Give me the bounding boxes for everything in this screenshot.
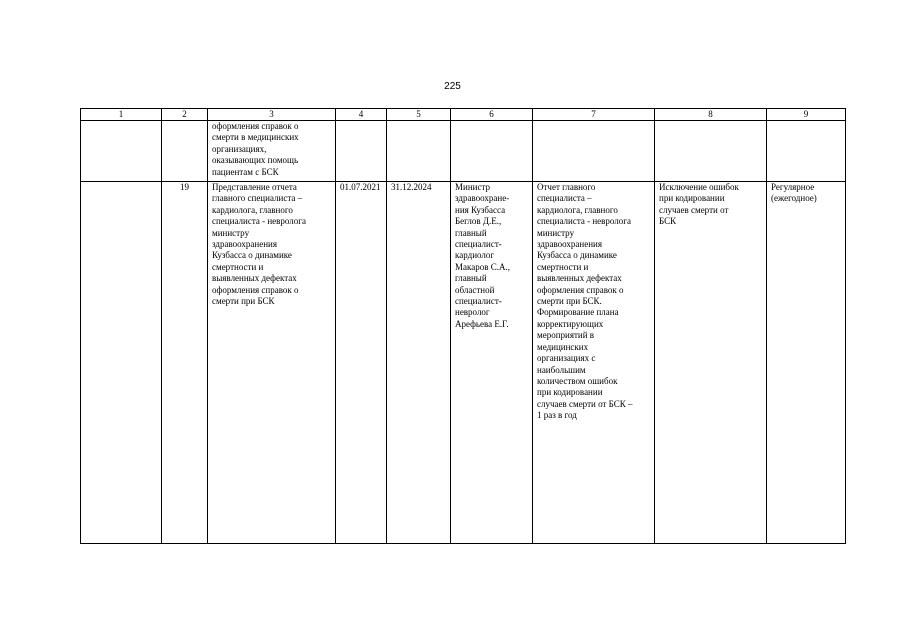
cell-col-1 <box>81 182 162 544</box>
document-table <box>80 108 846 544</box>
cell-col-8 <box>655 121 767 182</box>
cell-col-7 <box>533 121 655 182</box>
header-cell-4: 4 <box>336 109 387 121</box>
cell-frequency: Регулярное (ежегодное) <box>767 182 846 544</box>
page-number: 225 <box>444 81 461 92</box>
cell-start-date: 01.07.2021 <box>336 182 387 544</box>
cell-col-9 <box>767 121 846 182</box>
header-cell-9: 9 <box>767 109 846 121</box>
table-header-row <box>81 109 846 121</box>
header-cell-8: 8 <box>655 109 767 121</box>
header-cell-2: 2 <box>162 109 208 121</box>
cell-responsible: Министр здравоохране- ния Кузбасса Беглов Д.Е., главный специалист- кардиолог Макаров С.А., главный областной специалист- невролог Арефьева Е.Г. <box>451 182 533 544</box>
cell-col-5 <box>387 121 451 182</box>
cell-activity-name: Представление отчета главного специалиста – кардиолога, главного специалиста - невролога министру здравоохранения Кузбасса о динамике смертности и выявленных дефектах оформления справок о смерти при БСК <box>208 182 336 544</box>
header-cell-1: 1 <box>81 109 162 121</box>
cell-result-description: Отчет главного специалиста – кардиолога, главного специалиста - невролога министру здравоохранения Кузбасса о динамике смертности и выявленных дефектах оформления справок о смерти при БСК. Формирование плана корректирующих мероприятий в медицинских организациях с наибольшим количеством ошибок при кодировании случаев смерти от БСК – 1 раз в год <box>533 182 655 544</box>
cell-col-1 <box>81 121 162 182</box>
cell-col-4 <box>336 121 387 182</box>
table-row-19 <box>81 182 846 544</box>
header-cell-6: 6 <box>451 109 533 121</box>
header-cell-7: 7 <box>533 109 655 121</box>
cell-col-6 <box>451 121 533 182</box>
cell-col-3: оформления справок о смерти в медицинских организациях, оказывающих помощь пациентам с БСК <box>208 121 336 182</box>
table-row-continued <box>81 121 846 182</box>
cell-outcome: Исключение ошибок при кодировании случаев смерти от БСК <box>655 182 767 544</box>
cell-col-2 <box>162 121 208 182</box>
header-cell-5: 5 <box>387 109 451 121</box>
cell-end-date: 31.12.2024 <box>387 182 451 544</box>
header-cell-3: 3 <box>208 109 336 121</box>
cell-row-number: 19 <box>162 182 208 544</box>
